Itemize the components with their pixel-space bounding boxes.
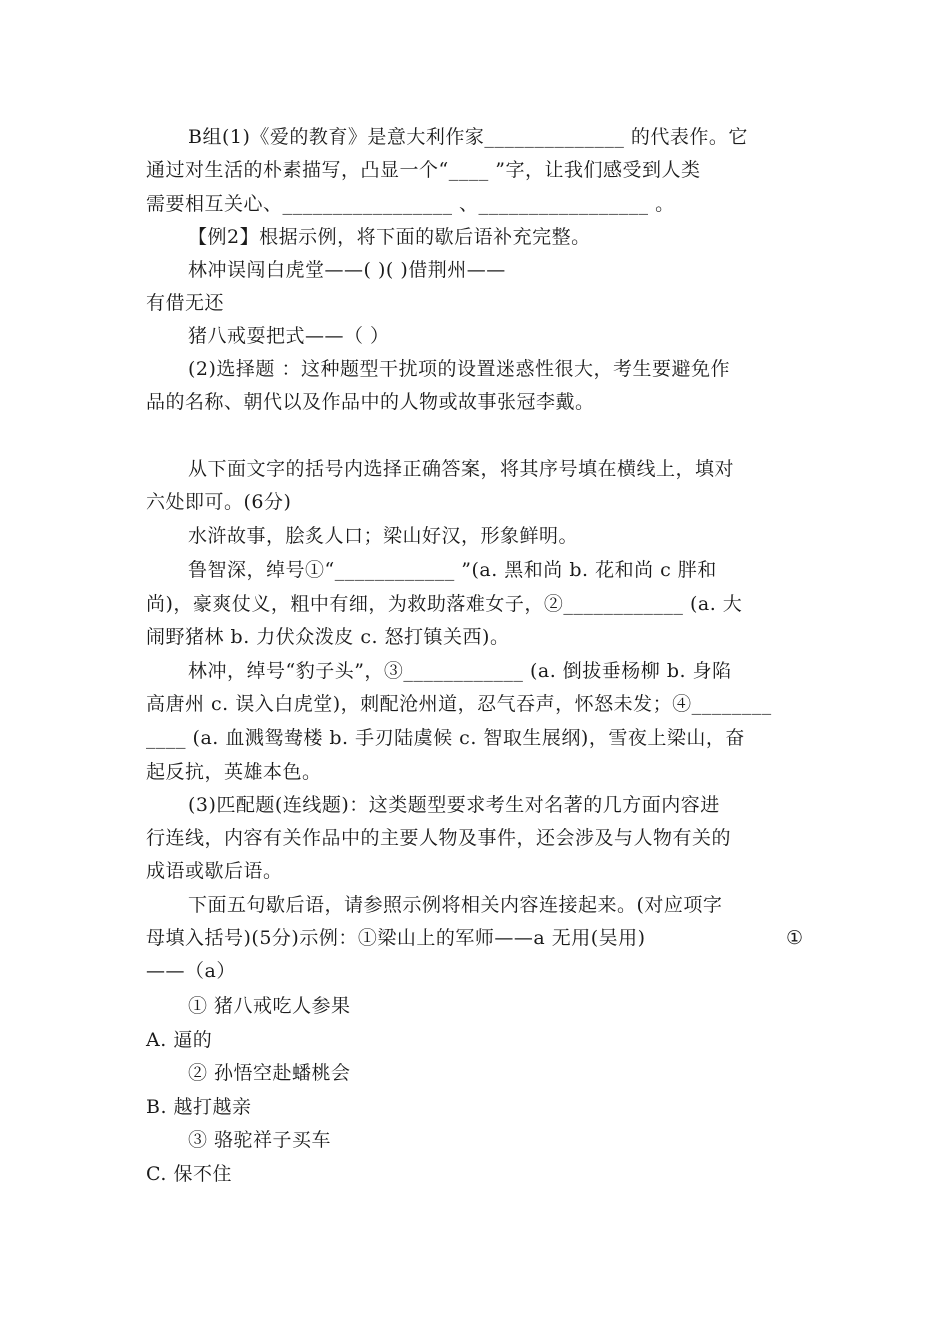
text-line: 六处即可。(6分)	[146, 491, 292, 513]
text-line: B组(1)《爱的教育》是意大利作家______________ 的代表作。它	[188, 126, 748, 148]
text-line: 行连线，内容有关作品中的主要人物及事件，还会涉及与人物有关的	[146, 827, 732, 849]
text-line: 通过对生活的朴素描写，凸显一个“____ ”字，让我们感受到人类	[146, 159, 701, 181]
text-line: 起反抗，英雄本色。	[146, 761, 322, 783]
text-line: 林冲误闯白虎堂——( )( )借荆州——	[188, 259, 506, 281]
list-item: ③ 骆驼祥子买车	[188, 1129, 332, 1151]
list-item: ② 孙悟空赴蟠桃会	[188, 1062, 351, 1084]
text-line: 从下面文字的括号内选择正确答案，将其序号填在横线上，填对	[188, 458, 735, 480]
text-line: 品的名称、朝代以及作品中的人物或故事张冠李戴。	[146, 391, 595, 413]
text-line: (3)匹配题(连线题)：这类题型要求考生对名著的几方面内容进	[188, 794, 720, 816]
text-line: 成语或歇后语。	[146, 860, 283, 882]
text-line: 鲁智深，绰号①“____________ ”(a. 黑和尚 b. 花和尚 c 胖和	[188, 559, 717, 581]
text-line: 需要相互关心、_________________ 、_________________ 。	[146, 193, 675, 215]
text-line: 高唐州 c. 误入白虎堂)，刺配沧州道，忍气吞声，怀怒未发；④________	[146, 693, 772, 715]
text-line: 水浒故事，脍炙人口；梁山好汉，形象鲜明。	[188, 525, 579, 547]
text-line: 【例2】根据示例，将下面的歇后语补充完整。	[188, 226, 591, 248]
list-item: C. 保不住	[146, 1163, 232, 1185]
text-line: 下面五句歇后语，请参照示例将相关内容连接起来。(对应项字	[188, 894, 723, 916]
list-item: B. 越打越亲	[146, 1096, 252, 1118]
text-line: ____ (a. 血溅鸳鸯楼 b. 手刃陆虞候 c. 智取生展纲)，雪夜上梁山，奋	[146, 727, 745, 749]
text-line: 有借无还	[146, 292, 225, 314]
text-line: (2)选择题 ：这种题型干扰项的设置迷惑性很大，考生要避免作	[188, 358, 730, 380]
text-line: 闹野猪林 b. 力伏众泼皮 c. 怒打镇关西)。	[146, 626, 510, 648]
text-line: 尚)，豪爽仗义，粗中有细，为救助落难女子，②____________ (a. 大	[146, 593, 743, 615]
text-line: 母填入括号)(5分)示例：①梁山上的军师——a 无用(吴用)	[146, 927, 646, 949]
list-item: ① 猪八戒吃人参果	[188, 995, 351, 1017]
text-line: 猪八戒耍把式——（ ）	[188, 325, 390, 347]
list-item: A. 逼的	[146, 1029, 213, 1051]
text-line-marker: ①	[786, 927, 804, 949]
text-line: ——（a）	[146, 960, 236, 982]
text-line: 林冲，绰号“豹子头”，③____________ (a. 倒拔垂杨柳 b. 身陷	[188, 660, 732, 682]
